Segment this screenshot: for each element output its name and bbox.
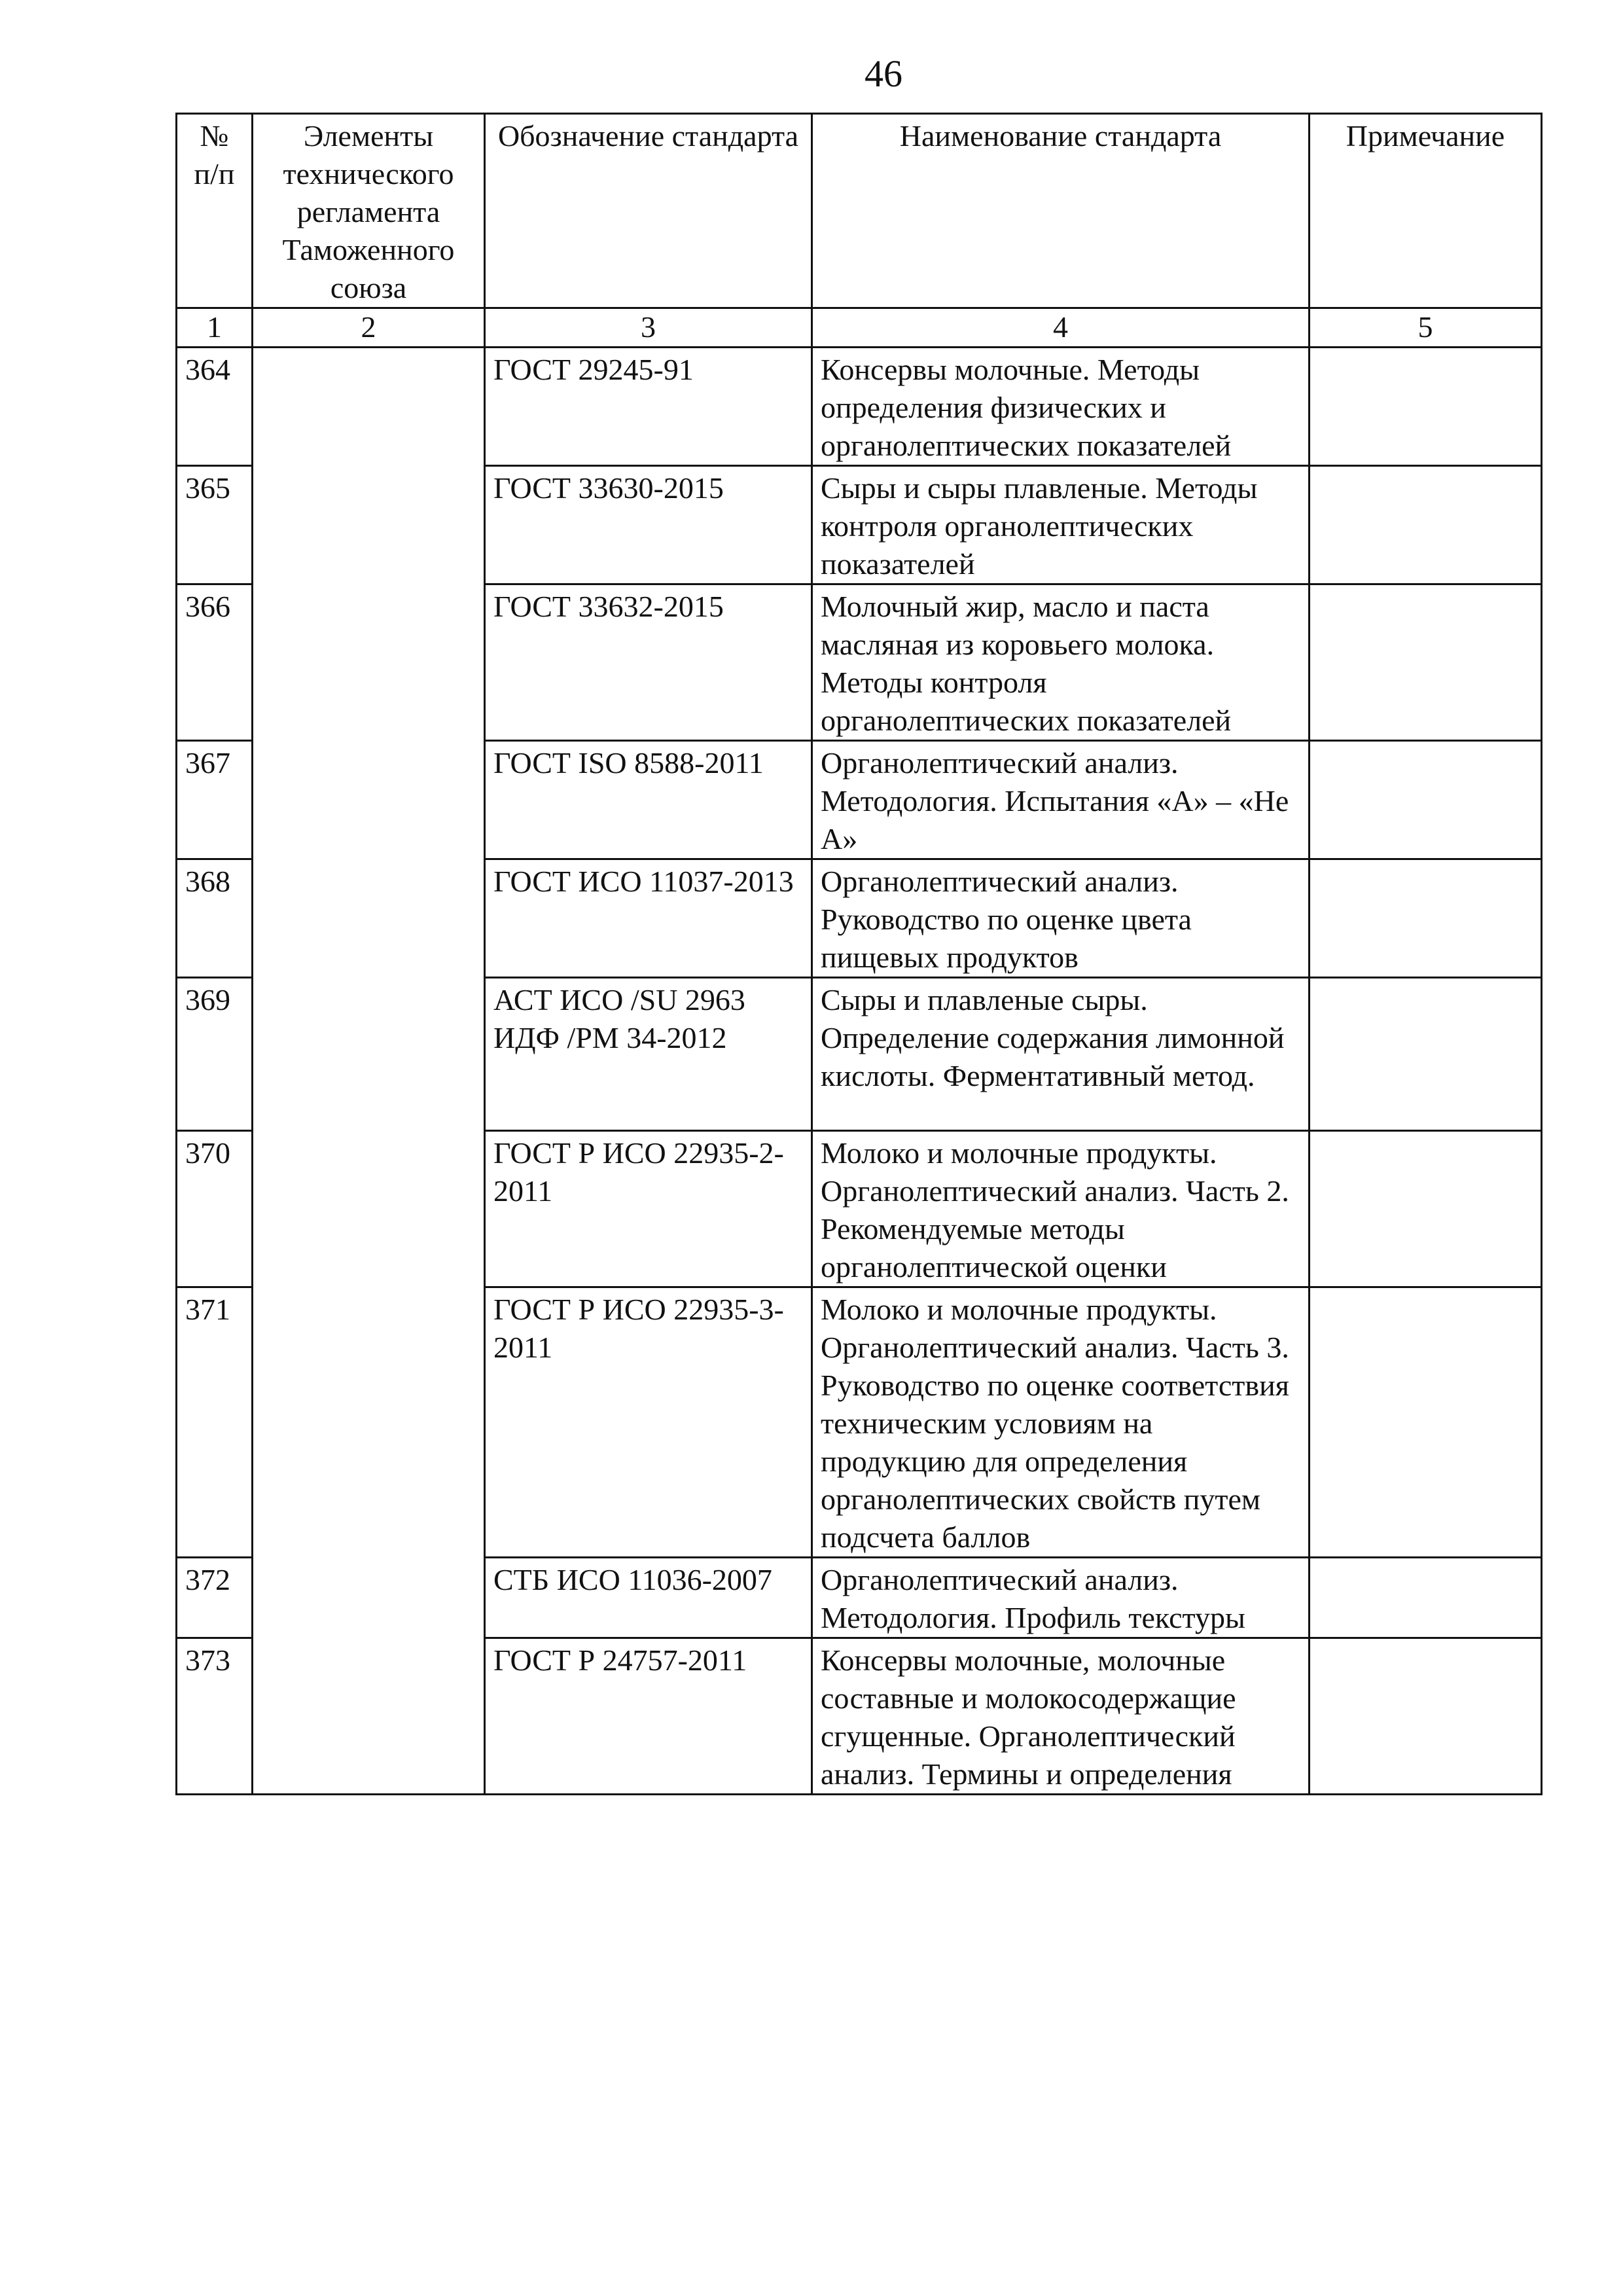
row-number: 364: [177, 348, 253, 466]
header-number: № п/п: [177, 114, 253, 308]
regulation-elements-cell: [253, 348, 485, 1795]
standard-designation: ГОСТ ISO 8588-2011: [485, 741, 812, 859]
page-number: 46: [865, 52, 902, 95]
header-regulation-elements: Элементы технического регламента Таможенного союза: [253, 114, 485, 308]
standards-table: [175, 113, 1543, 1795]
standard-name: Органолептический анализ. Руководство по оценке цвета пищевых продуктов: [812, 859, 1310, 978]
standard-name: Консервы молочные, молочные составные и молокосодержащие сгущенные. Органолептический анализ. Термины и определения: [812, 1638, 1310, 1795]
standard-name: Консервы молочные. Методы определения физических и органолептических показателей: [812, 348, 1310, 466]
row-number: 366: [177, 584, 253, 741]
standard-designation: ГОСТ Р ИСО 22935-2-2011: [485, 1131, 812, 1287]
note-cell: [1310, 1558, 1542, 1638]
standard-designation: ГОСТ ИСО 11037-2013: [485, 859, 812, 978]
note-cell: [1310, 1131, 1542, 1287]
standard-name: Органолептический анализ. Методология. Профиль текстуры: [812, 1558, 1310, 1638]
column-index: 3: [485, 308, 812, 348]
standard-name: Молочный жир, масло и паста масляная из коровьего молока. Методы контроля органолептических показателей: [812, 584, 1310, 741]
row-number: 367: [177, 741, 253, 859]
note-cell: [1310, 584, 1542, 741]
standard-designation: ГОСТ 33630-2015: [485, 466, 812, 584]
column-index: 1: [177, 308, 253, 348]
row-number: 372: [177, 1558, 253, 1638]
standard-designation: ГОСТ Р 24757-2011: [485, 1638, 812, 1795]
note-cell: [1310, 741, 1542, 859]
header-standard-name: Наименование стандарта: [812, 114, 1310, 308]
header-note: Примечание: [1310, 114, 1542, 308]
column-index: 2: [253, 308, 485, 348]
row-number: 369: [177, 978, 253, 1131]
row-number: 371: [177, 1287, 253, 1558]
note-cell: [1310, 348, 1542, 466]
note-cell: [1310, 466, 1542, 584]
standard-designation: ГОСТ 29245-91: [485, 348, 812, 466]
note-cell: [1310, 859, 1542, 978]
table-row: [177, 348, 1542, 466]
column-index-row: [177, 308, 1542, 348]
note-cell: [1310, 1287, 1542, 1558]
standard-name: Молоко и молочные продукты. Органолептический анализ. Часть 2. Рекомендуемые методы органолептической оценки: [812, 1131, 1310, 1287]
note-cell: [1310, 978, 1542, 1131]
standard-designation: ГОСТ Р ИСО 22935-3-2011: [485, 1287, 812, 1558]
standard-name: Молоко и молочные продукты. Органолептический анализ. Часть 3. Руководство по оценке соответствия техническим условиям на продукцию для определения органолептических свойств путем подсчета баллов: [812, 1287, 1310, 1558]
standard-designation: АСТ ИСО /SU 2963 ИДФ /РМ 34-2012: [485, 978, 812, 1131]
row-number: 368: [177, 859, 253, 978]
row-number: 370: [177, 1131, 253, 1287]
row-number: 365: [177, 466, 253, 584]
column-index: 5: [1310, 308, 1542, 348]
standard-name: Органолептический анализ. Методология. Испытания «А» – «Не А»: [812, 741, 1310, 859]
standard-designation: СТБ ИСО 11036-2007: [485, 1558, 812, 1638]
header-standard-designation: Обозначение стандарта: [485, 114, 812, 308]
row-number: 373: [177, 1638, 253, 1795]
note-cell: [1310, 1638, 1542, 1795]
column-index: 4: [812, 308, 1310, 348]
standard-name: Сыры и плавленые сыры. Определение содержания лимонной кислоты. Ферментативный метод.: [812, 978, 1310, 1131]
table-header-row: [177, 114, 1542, 308]
standard-designation: ГОСТ 33632-2015: [485, 584, 812, 741]
standard-name: Сыры и сыры плавленые. Методы контроля органолептических показателей: [812, 466, 1310, 584]
